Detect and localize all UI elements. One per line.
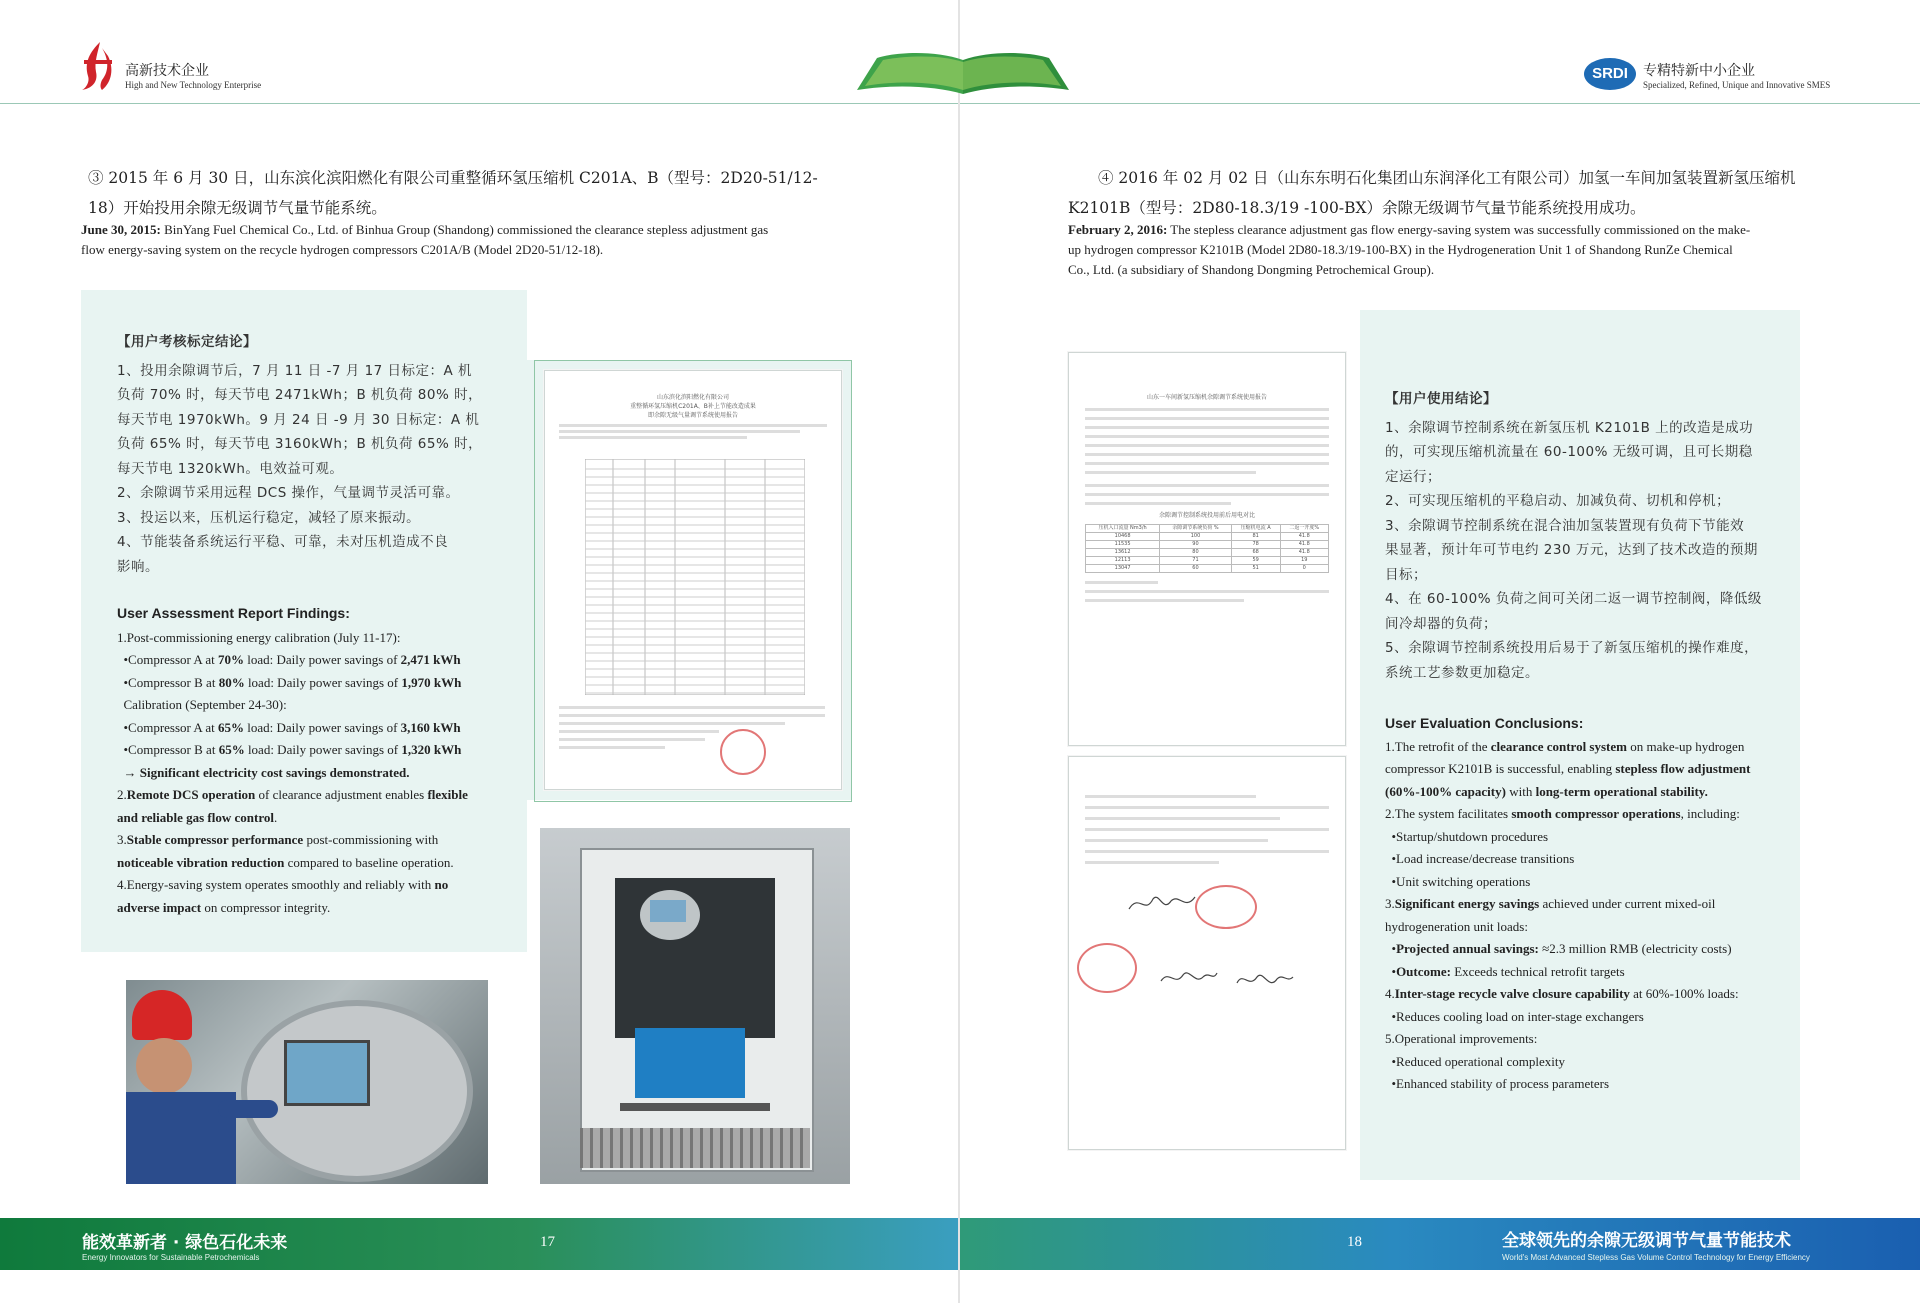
findings-en-line bbox=[117, 717, 505, 740]
findings-en-line-text: load: Daily power savings of bbox=[244, 674, 402, 690]
red-seal-stamp-icon bbox=[720, 729, 766, 775]
conclusions-en-line-text: •Reduced operational complexity bbox=[1385, 1053, 1565, 1069]
conclusions-en-line bbox=[1385, 736, 1785, 759]
conclusions-cn-line: 3、余隙调节控制系统在混合油加氢装置现有负荷下节能效 bbox=[1385, 517, 1745, 534]
conclusions-en-line-text: •Startup/shutdown procedures bbox=[1385, 828, 1549, 844]
table-cell: 78 bbox=[1231, 541, 1280, 549]
case3-title-en-line1: BinYang Fuel Chemical Co., Ltd. of Binhua Group (Shandong) commissioned the clearance stepless adjustment gas bbox=[160, 222, 769, 237]
findings-en-line-text: •Compressor A at bbox=[117, 652, 218, 667]
table-cell: 13612 bbox=[1086, 549, 1160, 557]
findings-en-line-text: 4.Energy-saving system operates smoothly and reliably with bbox=[117, 877, 435, 892]
table-row bbox=[1086, 557, 1329, 565]
findings-en-line bbox=[117, 649, 505, 672]
case4-title-cn-line2: K2101B（型号：2D80-18.3/19 -100-BX）余隙无级调节气量节能系统投用成功。 bbox=[1068, 199, 1646, 217]
findings-cn-line: 4、节能装备系统运行平稳、可靠，未对压机造成不良 bbox=[117, 534, 449, 550]
red-seal-stamp-icon bbox=[1195, 885, 1257, 929]
findings-en-line-text: load: Daily power savings of bbox=[244, 742, 402, 757]
conclusions-cn-line: 4、在 60-100% 负荷之间可关闭二返一调节控制阀，降低级 bbox=[1385, 591, 1762, 607]
findings-en-line-text: 2. bbox=[117, 787, 127, 802]
findings-en-line-bold: 65% bbox=[217, 719, 244, 735]
findings-en-line-bold: 1,970 kWh bbox=[401, 674, 462, 690]
table-cell: 压机入口流量 Nm3/h bbox=[1086, 525, 1160, 533]
conclusions-en-line bbox=[1385, 803, 1785, 826]
conclusions-en-line-bold: Projected annual savings: bbox=[1396, 941, 1539, 956]
scan-title-1: 山东滨化滨阳燃化有限公司 bbox=[656, 394, 729, 401]
table-cell: 压缩机电流 A bbox=[1231, 525, 1280, 533]
conclusions-en-line bbox=[1385, 1073, 1785, 1096]
table-cell: 59 bbox=[1231, 557, 1280, 565]
findings-en-line bbox=[117, 672, 505, 695]
conclusions-en-line-bold: Significant energy savings bbox=[1394, 896, 1540, 911]
findings-en-line-bold: noticeable vibration reduction bbox=[117, 854, 285, 870]
case4-title-en-line2: up hydrogen compressor K2101B (Model 2D80-18.3/19-100-BX) in the Hydrogeneration Unit 1 of Shandong RunZe Chemical bbox=[1068, 242, 1733, 257]
conclusions-cn-line: 的，可实现压缩机流量在 60-100% 无级可调，且可长期稳 bbox=[1385, 444, 1753, 460]
findings-en-line bbox=[117, 874, 505, 897]
case4-title-cn-line1: ④ 2016 年 02 月 02 日（山东东明石化集团山东润泽化工有限公司）加氢一车间加氢装置新氢压缩机 bbox=[1098, 169, 1796, 187]
findings-en-line-bold: and reliable gas flow control bbox=[117, 809, 274, 825]
table-cell: 11535 bbox=[1086, 541, 1160, 549]
conclusions-en-line bbox=[1385, 1051, 1785, 1074]
conclusions-en-line bbox=[1385, 781, 1785, 804]
table-row bbox=[1086, 549, 1329, 557]
case3-date-en: June 30, 2015: bbox=[81, 222, 161, 237]
table-cell: 60 bbox=[1160, 565, 1232, 573]
scan-table-graphic bbox=[585, 459, 805, 695]
conclusions-cn-heading: 【用户使用结论】 bbox=[1385, 391, 1497, 407]
header-left-en: High and New Technology Enterprise bbox=[125, 80, 262, 90]
findings-en-line bbox=[117, 784, 505, 807]
table-row bbox=[1086, 533, 1329, 541]
signature-icon bbox=[1159, 963, 1219, 993]
scanned-usage-report-page2 bbox=[1068, 756, 1346, 1150]
findings-en-line-bold: Stable compressor performance bbox=[126, 832, 304, 847]
conclusions-cn-line: 2、可实现压缩机的平稳启动、加减负荷、切机和停机； bbox=[1385, 493, 1731, 509]
srdi-logo-text: SRDI bbox=[1592, 65, 1628, 82]
conclusions-en-line bbox=[1385, 916, 1785, 939]
table-cell: 41.8 bbox=[1280, 533, 1328, 541]
conclusions-en-line-text: •Reduces cooling load on inter-stage exchangers bbox=[1385, 1008, 1644, 1024]
conclusions-en-line-text: Exceeds technical retrofit targets bbox=[1450, 963, 1625, 979]
case4-date-en: February 2, 2016: bbox=[1068, 222, 1168, 237]
conclusions-en-line-text: hydrogeneration unit loads: bbox=[1385, 918, 1528, 934]
conclusions-en-line-bold: smooth compressor operations bbox=[1511, 806, 1681, 821]
conclusions-en-line bbox=[1385, 1006, 1785, 1029]
findings-en-line bbox=[117, 807, 505, 830]
conclusions-en-line-text: achieved under current mixed-oil bbox=[1539, 896, 1716, 911]
high-tech-enterprise-logo-icon bbox=[78, 40, 116, 92]
conclusions-en-line-text: , including: bbox=[1680, 806, 1740, 821]
conclusions-en-line-text: • bbox=[1385, 941, 1397, 956]
conclusions-cn-line: 定运行； bbox=[1385, 468, 1441, 485]
conclusions-en-line bbox=[1385, 758, 1785, 781]
findings-en-line-text: load: Daily power savings of bbox=[243, 719, 401, 735]
findings-cn-line: 每天节电 1970kWh。9 月 24 日 -9 月 30 日标定：A 机 bbox=[117, 411, 480, 428]
conclusions-en-line-bold: Inter-stage recycle valve closure capability bbox=[1394, 986, 1630, 1001]
findings-en-line bbox=[117, 852, 505, 875]
findings-en-line-text: Calibration (September 24-30): bbox=[117, 697, 287, 712]
conclusions-en-line bbox=[1385, 983, 1785, 1006]
table-row bbox=[1086, 525, 1329, 533]
table-cell: 81 bbox=[1231, 533, 1280, 541]
header-rule-right bbox=[960, 103, 1920, 104]
case3-title-en bbox=[81, 220, 881, 260]
conclusions-en-line-text: •Unit switching operations bbox=[1385, 873, 1531, 889]
scanned-usage-report-page1 bbox=[1068, 352, 1346, 746]
findings-en-line-bold: 65% bbox=[218, 742, 245, 757]
conclusions-en-line-text: •Enhanced stability of process parameters bbox=[1385, 1076, 1610, 1091]
control-cabinet-photo bbox=[540, 828, 850, 1184]
findings-en-line-text: •Compressor B at bbox=[117, 674, 219, 690]
footer-left-slogan-en: Energy Innovators for Sustainable Petrochemicals bbox=[82, 1253, 260, 1262]
findings-en-heading: User Assessment Report Findings: bbox=[117, 605, 350, 621]
conclusions-cn bbox=[1385, 387, 1785, 685]
table-cell: 41.8 bbox=[1280, 549, 1328, 557]
case4-title-en bbox=[1068, 220, 1908, 280]
conclusions-en-line bbox=[1385, 848, 1785, 871]
findings-en-line bbox=[117, 739, 505, 762]
table-cell: 90 bbox=[1160, 541, 1232, 549]
table-cell: 0 bbox=[1280, 565, 1328, 573]
conclusions-en-line-bold: clearance control system bbox=[1490, 738, 1627, 754]
header-right-en: Specialized, Refined, Unique and Innovative SMES bbox=[1643, 80, 1831, 90]
table-cell: 41.8 bbox=[1280, 541, 1328, 549]
findings-en-line-bold: 1,320 kWh bbox=[401, 742, 462, 757]
conclusions-cn-line: 系统工艺参数更加稳定。 bbox=[1385, 664, 1539, 681]
findings-en-line-bold: 3,160 kWh bbox=[400, 719, 461, 735]
conclusions-en-line-text: • bbox=[1385, 963, 1397, 979]
footer-left-slogan-cn: 能效革新者 · 绿色石化未来 bbox=[82, 1233, 288, 1253]
findings-en-line-bold: 2,471 kWh bbox=[400, 652, 461, 667]
findings-en-line-text: compared to baseline operation. bbox=[284, 854, 454, 870]
table-cell: 10468 bbox=[1086, 533, 1160, 541]
conclusions-en bbox=[1385, 712, 1785, 1096]
case3-title-cn bbox=[88, 163, 888, 223]
findings-cn-line: 每天节电 1320kWh。电效益可观。 bbox=[117, 460, 344, 477]
scan2-title: 山东一车间新氢压缩机余隙调节系统使用报告 bbox=[1146, 394, 1267, 401]
findings-en bbox=[117, 602, 505, 919]
table-cell: 二返一开度% bbox=[1280, 525, 1328, 533]
findings-en-line-text: 3. bbox=[117, 832, 127, 847]
table-cell: 100 bbox=[1160, 533, 1232, 541]
right-page bbox=[960, 0, 1920, 1303]
findings-cn-line: 3、投运以来，压机运行稳定，减轻了原来振动。 bbox=[117, 509, 421, 526]
conclusions-en-line-text: ≈2.3 million RMB (electricity costs) bbox=[1538, 941, 1732, 956]
table-cell: 19 bbox=[1280, 557, 1328, 565]
findings-cn-line: 负荷 65% 时，每天节电 3160kWh；B 机负荷 65% 时， bbox=[117, 436, 483, 452]
findings-en-line-bold: adverse impact bbox=[117, 899, 202, 915]
table-cell: 余隙调节系统负荷 % bbox=[1160, 525, 1232, 533]
footer-right bbox=[960, 1218, 1920, 1270]
conclusions-en-heading: User Evaluation Conclusions: bbox=[1385, 715, 1584, 731]
findings-en-line bbox=[117, 762, 505, 785]
page-number-left: 17 bbox=[540, 1234, 555, 1250]
findings-en-line-bold: Remote DCS operation bbox=[126, 787, 256, 802]
scan-title-2: 重整循环氢压缩机C201A、B补上节能改造成果 bbox=[630, 403, 756, 410]
conclusions-en-line bbox=[1385, 893, 1785, 916]
findings-en-line-text: load: Daily power savings of bbox=[243, 652, 401, 667]
conclusions-cn-line: 目标； bbox=[1385, 566, 1427, 583]
footer-right-slogan-en: World's Most Advanced Stepless Gas Volume Control Technology for Energy Efficiency bbox=[1502, 1253, 1810, 1262]
table-cell: 71 bbox=[1160, 557, 1232, 565]
case4-title-en-line3: Co., Ltd. (a subsidiary of Shandong Dongming Petrochemical Group). bbox=[1068, 262, 1435, 277]
conclusions-en-line-text: 5.Operational improvements: bbox=[1385, 1031, 1538, 1046]
conclusions-en-line-text: with bbox=[1505, 783, 1536, 799]
header-right-cn: 专精特新中小企业 bbox=[1643, 63, 1755, 79]
footer-right-slogan-cn: 全球领先的余隙无级调节气量节能技术 bbox=[1502, 1231, 1791, 1251]
header-rule bbox=[0, 103, 958, 104]
technician-photo bbox=[126, 980, 488, 1184]
table-cell: 51 bbox=[1231, 565, 1280, 573]
table-cell: 80 bbox=[1160, 549, 1232, 557]
footer-left bbox=[0, 1218, 958, 1270]
header-left-cn: 高新技术企业 bbox=[125, 63, 209, 79]
scan2-table bbox=[1085, 524, 1329, 573]
findings-en-line-text: . bbox=[273, 809, 278, 825]
table-row bbox=[1086, 565, 1329, 573]
case4-title-cn bbox=[1068, 163, 1898, 223]
conclusions-en-line-bold: stepless flow adjustment bbox=[1615, 761, 1751, 776]
findings-cn-line: 2、余隙调节采用远程 DCS 操作，气量调节灵活可靠。 bbox=[117, 485, 460, 501]
findings-en-line-bold: 80% bbox=[218, 674, 245, 690]
conclusions-en-line-text: 4. bbox=[1385, 986, 1395, 1001]
conclusions-cn-line: 果显著，预计年可节电约 230 万元，达到了技术改造的预期 bbox=[1385, 542, 1758, 558]
conclusions-en-line bbox=[1385, 961, 1785, 984]
conclusions-en-line bbox=[1385, 938, 1785, 961]
findings-en-line-text: 1.Post-commissioning energy calibration (July 11-17): bbox=[117, 629, 401, 645]
findings-en-line bbox=[117, 829, 505, 852]
table-cell: 68 bbox=[1231, 549, 1280, 557]
findings-en-line-text: of clearance adjustment enables bbox=[255, 787, 428, 802]
conclusions-cn-line: 1、余隙调节控制系统在新氢压机 K2101B 上的改造是成功 bbox=[1385, 419, 1754, 436]
findings-cn-line: 影响。 bbox=[117, 558, 159, 575]
signature-icon bbox=[1235, 967, 1295, 997]
findings-en-line bbox=[117, 627, 505, 650]
conclusions-en-line-text: 3. bbox=[1385, 896, 1395, 911]
scanned-report-document bbox=[544, 370, 842, 790]
conclusions-en-line-text: •Load increase/decrease transitions bbox=[1385, 851, 1575, 866]
table-cell: 12113 bbox=[1086, 557, 1160, 565]
conclusions-en-line-text: 1.The retrofit of the bbox=[1385, 738, 1491, 754]
case4-title-en-line1: The stepless clearance adjustment gas flow energy-saving system was successfully commissioned on the make- bbox=[1167, 222, 1751, 237]
conclusions-en-line bbox=[1385, 826, 1785, 849]
findings-en-line-bold: no bbox=[434, 877, 449, 892]
scan-title-3: 即余隙无级气量调节系统使用报告 bbox=[647, 412, 738, 419]
findings-en-line-text: •Compressor A at bbox=[117, 719, 218, 735]
conclusions-en-line-text: at 60%-100% loads: bbox=[1629, 986, 1739, 1001]
findings-en-line-bold: flexible bbox=[427, 787, 468, 802]
conclusions-en-line-bold: Outcome: bbox=[1396, 963, 1451, 979]
conclusions-en-line bbox=[1385, 871, 1785, 894]
findings-cn-line: 负荷 70% 时，每天节电 2471kWh；B 机负荷 80% 时， bbox=[117, 387, 483, 403]
findings-en-line-text: •Compressor B at bbox=[117, 742, 219, 757]
case3-title-cn-line2: 18）开始投用余隙无级调节气量节能系统。 bbox=[88, 199, 387, 217]
findings-cn-heading: 【用户考核标定结论】 bbox=[117, 334, 257, 350]
srdi-logo-icon bbox=[1584, 58, 1636, 90]
conclusions-en-line-text: on make-up hydrogen bbox=[1626, 738, 1745, 754]
table-row bbox=[1086, 541, 1329, 549]
findings-en-line bbox=[117, 897, 505, 920]
page-number-right: 18 bbox=[1347, 1234, 1362, 1250]
table-cell: 13047 bbox=[1086, 565, 1160, 573]
findings-en-line-text: on compressor integrity. bbox=[201, 899, 331, 915]
case3-title-en-line2: flow energy-saving system on the recycle hydrogen compressors C201A/B (Model 2D20-51/12-18). bbox=[81, 242, 604, 257]
conclusions-en-line-text: 2.The system facilitates bbox=[1385, 806, 1512, 821]
conclusions-cn-line: 5、余隙调节控制系统投用后易于了新氢压缩机的操作难度， bbox=[1385, 640, 1759, 656]
red-seal-stamp-icon bbox=[1077, 943, 1137, 993]
findings-en-line-text: post-commissioning with bbox=[303, 832, 439, 847]
findings-en-line-bold: → Significant electricity cost savings demonstrated. bbox=[123, 764, 410, 780]
conclusions-en-line-text: compressor K2101B is successful, enabling bbox=[1385, 761, 1616, 776]
signature-icon bbox=[1127, 889, 1197, 919]
conclusions-cn-line: 间冷却器的负荷； bbox=[1385, 615, 1497, 632]
findings-en-line-bold: 70% bbox=[217, 652, 244, 667]
findings-en-line bbox=[117, 694, 505, 717]
conclusions-en-line bbox=[1385, 1028, 1785, 1051]
conclusions-en-line-bold: (60%-100% capacity) bbox=[1385, 783, 1506, 799]
conclusions-en-line-bold: long-term operational stability. bbox=[1535, 783, 1708, 799]
findings-cn-line: 1、投用余隙调节后，7 月 11 日 -7 月 17 日标定：A 机 bbox=[117, 362, 473, 379]
findings-cn bbox=[117, 330, 517, 579]
scan2-table-title: 余隙调节控制系统投用前后用电对比 bbox=[1158, 512, 1255, 519]
case3-title-cn-line1: ③ 2015 年 6 月 30 日，山东滨化滨阳燃化有限公司重整循环氢压缩机 C201A、B（型号：2D20-51/12- bbox=[88, 169, 818, 187]
